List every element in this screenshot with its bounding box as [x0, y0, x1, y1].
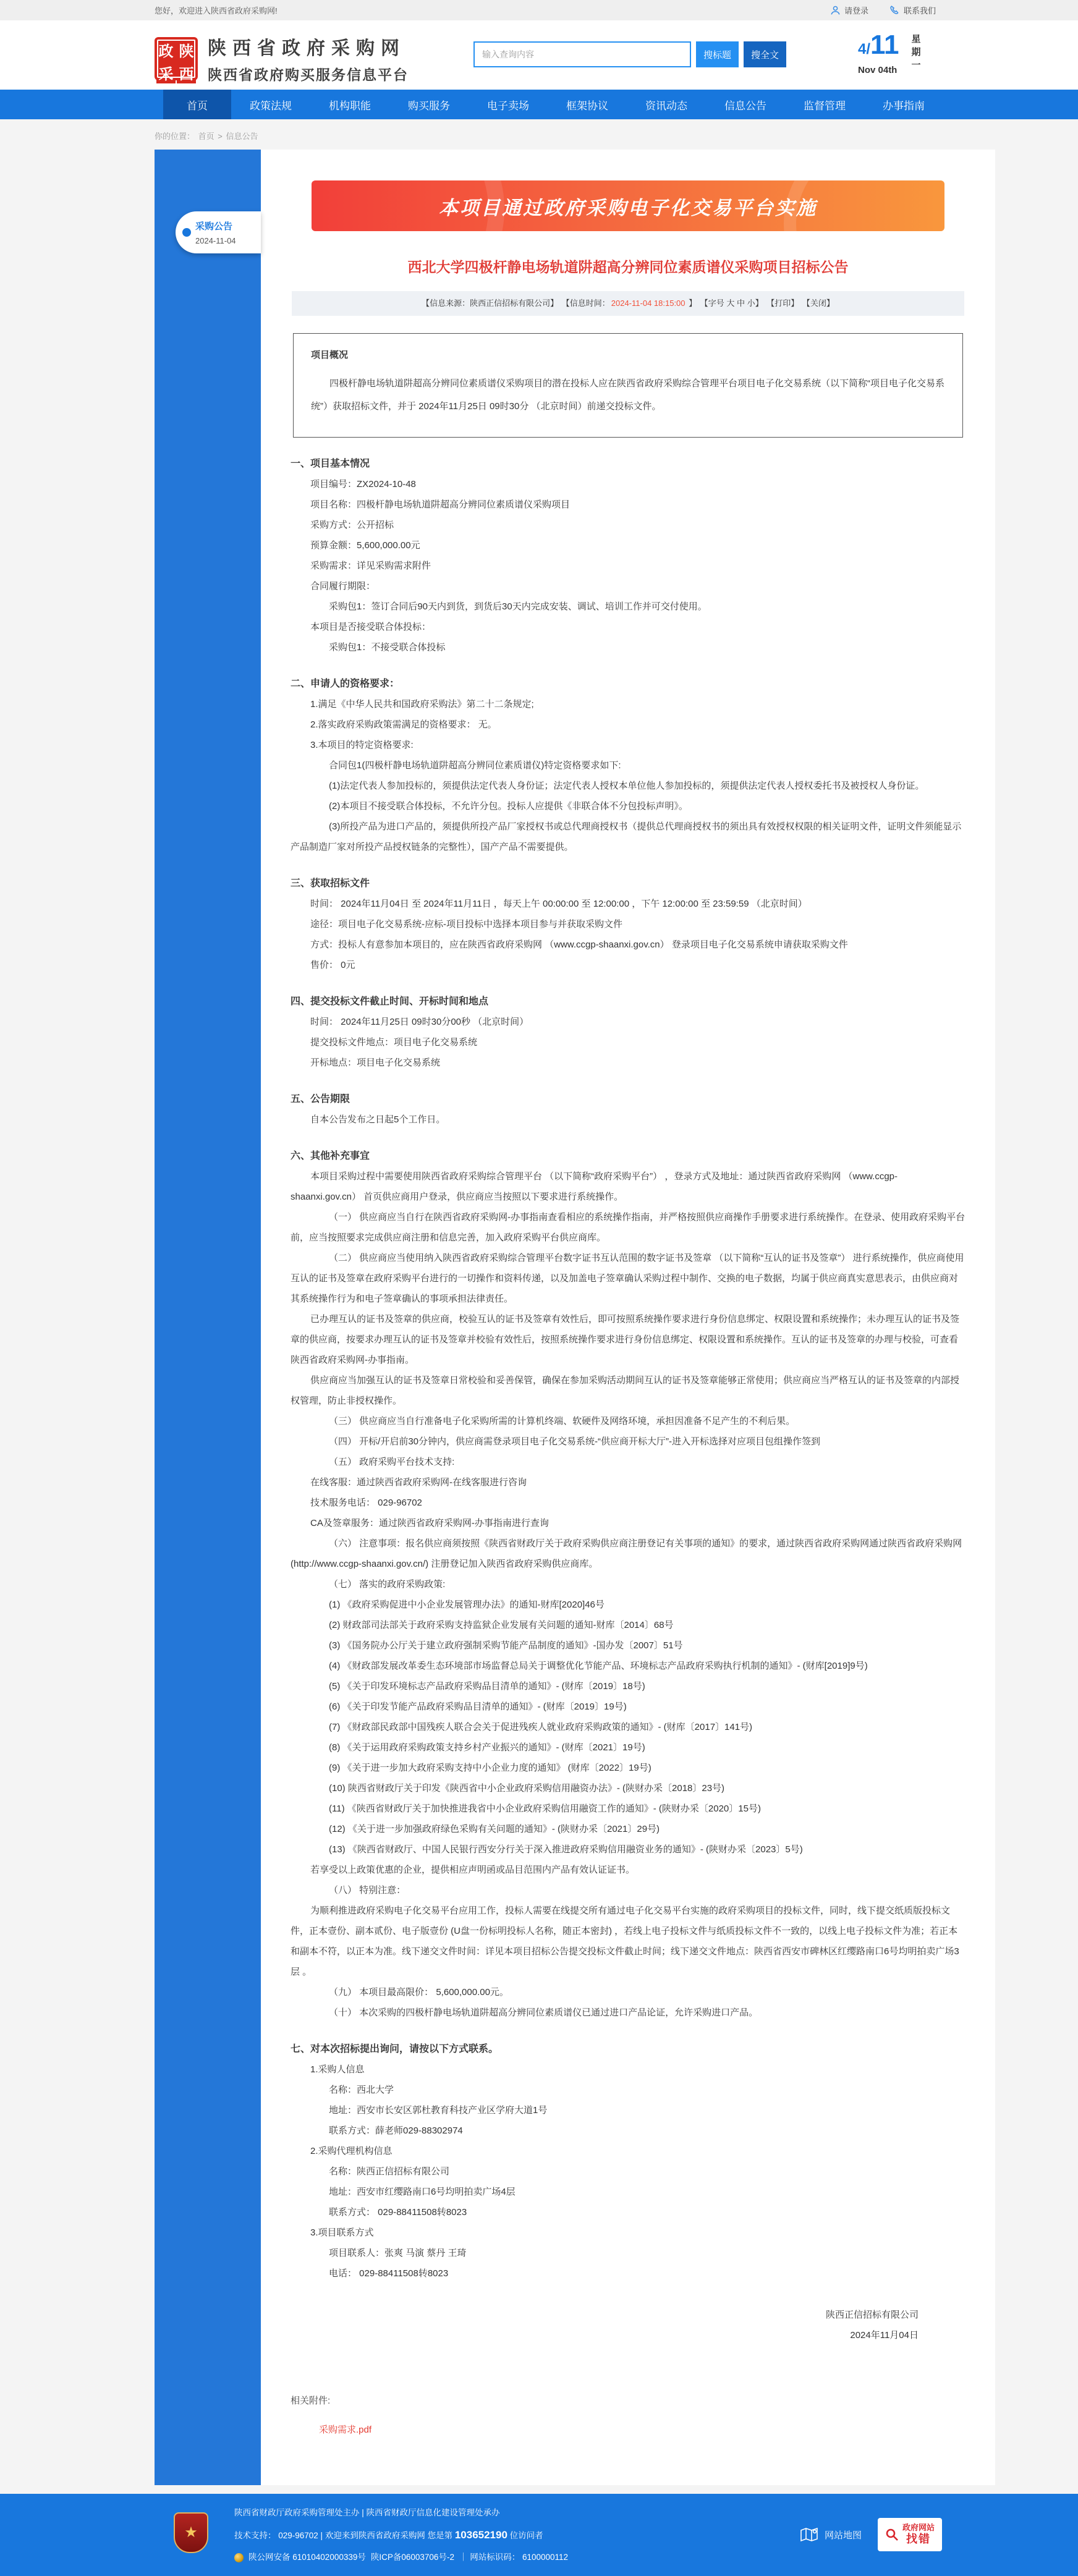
gov-site-error-report-badge[interactable]: [878, 2518, 942, 2551]
nav-item-purchase-services[interactable]: 购买服务: [389, 90, 469, 119]
section-heading: 七、对本次招标提出询问，请按以下方式联系。: [291, 2039, 966, 2059]
article-line: （四） 开标/开启前30分钟内，供应商需登录项目电子化交易系统-“供应商开标大厅”-进入开标选择对应项目包组操作签到: [291, 1431, 966, 1452]
project-overview-box: [293, 333, 963, 438]
footer-organizer-line: 陕西省财政厅政府采购管理处主办 | 陕西省财政厅信息化建设管理处承办: [234, 2507, 1078, 2519]
nav-item-framework-agreements[interactable]: 框架协议: [548, 90, 627, 119]
e-trade-platform-banner: [312, 180, 944, 231]
article-line: （八） 特别注意：: [291, 1880, 966, 1900]
article-line: 3.项目联系方式: [291, 2222, 966, 2243]
article-line: 若享受以上政策优惠的企业，提供相应声明函或品目范围内产品有效认证证书。: [291, 1860, 966, 1880]
article-line: （三） 供应商应当自行准备电子化采购所需的计算机终端、软硬件及网络环境，承担因准备不足产生的不利后果。: [291, 1411, 966, 1431]
article-line: (4) 《财政部发展改革委生态环境部市场监督总局关于调整优化节能产品、环境标志产品政府采购执行机制的通知》- (财库[2019]9号): [291, 1656, 966, 1676]
article-line: (5) 《关于印发环境标志产品政府采购品目清单的通知》- (财库〔2019〕18号): [291, 1676, 966, 1697]
error-report-line2: 找错: [902, 2533, 935, 2546]
project-overview-body: 四极杆静电场轨道阱超高分辨同位素质谱仪采购项目的潜在投标人应在陕西省政府采购综合管理平台项目电子化交易系统（以下简称“项目电子化交易系统”）获取招标文件，并于 2024年11月25日 09时30分 （北京时间）前递交投标文件。: [311, 372, 945, 418]
contact-link[interactable]: [889, 4, 936, 16]
nav-item-announcements[interactable]: 信息公告: [706, 90, 785, 119]
article-line: 供应商应当加强互认的证书及签章日常校验和妥善保管，确保在参加采购活动期间互认的证书及签章能够正常使用；供应商应当严格互认的证书及签章的内部授权管理，防止非授权操作。: [291, 1370, 966, 1411]
nav-item-policies[interactable]: 政策法规: [231, 90, 310, 119]
date-month: 4/: [858, 41, 870, 57]
article-line: （一） 供应商应当自行在陕西省政府采购网-办事指南查看相应的系统操作指南，并严格按照供应商操作手册要求进行系统操作。在登录、使用政府采购平台前，应当按照要求完成供应商注册和信息完善，加入政府采购平台供应商库。: [291, 1207, 966, 1248]
brand-text: [208, 33, 409, 84]
banner-text: 本项目通过政府采购电子化交易平台实施: [439, 192, 817, 220]
main-area: [155, 150, 995, 2485]
nav-items: [0, 90, 1078, 119]
login-link[interactable]: [830, 4, 868, 16]
article-line: 采购需求：详见采购需求附件: [291, 556, 966, 576]
article-line: (6) 《关于印发节能产品政府采购品目清单的通知》- (财库〔2019〕19号): [291, 1697, 966, 1717]
article-line: 陕西正信招标有限公司: [291, 2305, 966, 2325]
map-icon: [800, 2527, 818, 2543]
meta-time-value: 2024-11-04 18:15:00: [611, 299, 685, 308]
attachment-pdf-link[interactable]: 采购需求.pdf: [319, 2423, 371, 2436]
article-line: 2.采购代理机构信息: [291, 2141, 966, 2161]
emblem-star-icon: ★: [184, 2525, 198, 2540]
section-heading: 五、公告期限: [291, 1089, 966, 1109]
attachments-section: [291, 2394, 966, 2436]
article-line: CA及签章服务：通过陕西省政府采购网-办事指南进行查询: [291, 1513, 966, 1533]
left-rail: [155, 150, 261, 2485]
logo-char: 西: [177, 62, 196, 83]
logo-char: 陕: [177, 39, 196, 61]
article-line: 已办理互认的证书及签章的供应商，校验互认的证书及签章有效性后，即可按照系统操作要求进行身份信息绑定、权限设置和系统操作；未办理互认的证书及签章的供应商，按要求办理互认的证书及签章并校验有效性后，按照系统操作要求进行身份信息绑定、权限设置和系统操作。互认的证书及签章的办理与校验，可查看陕西省政府采购网-办事指南。: [291, 1309, 966, 1370]
article-line: 提交投标文件地点：项目电子化交易系统: [291, 1032, 966, 1053]
article-line: 技术服务电话： 029-96702: [291, 1493, 966, 1513]
section-heading: 三、获取招标文件: [291, 873, 966, 894]
psb-number-link[interactable]: 陕公网安备 61010402000339号: [248, 2552, 366, 2564]
breadcrumb-separator: >: [218, 132, 223, 141]
article-line: (11) 《陕西省财政厅关于加快推进我省中小企业政府采购信用融资工作的通知》- (陕财办采〔2020〕15号): [291, 1799, 966, 1819]
article-line: 合同履行期限：: [291, 576, 966, 596]
rail-tab-label: 采购公告: [195, 219, 257, 232]
article-line: (1)法定代表人参加投标的，须提供法定代表人身份证；法定代表人授权本单位他人参加投标的，须提供法定代表人授权委托书及被授权人身份证。: [291, 776, 966, 796]
public-security-badge-icon: [234, 2553, 244, 2562]
article-line: (3) 《国务院办公厅关于建立政府强制采购节能产品制度的通知》-国办发〔2007〕51号: [291, 1635, 966, 1656]
logo-char: 政: [156, 39, 176, 61]
article-line: (12) 《关于进一步加强政府绿色采购有关问题的通知》- (陕财办采〔2021〕29号): [291, 1819, 966, 1839]
article-line: 预算金额：5,600,000.00元: [291, 535, 966, 556]
article-line: 项目编号：ZX2024-10-48: [291, 474, 966, 494]
breadcrumb: [0, 119, 1078, 150]
article-line: 采购包1：不接受联合体投标: [291, 637, 966, 658]
search-title-button[interactable]: 搜标题: [696, 41, 739, 67]
spacer: [291, 2284, 966, 2305]
site-subtitle: 陕西省政府购买服务信息平台: [208, 64, 409, 84]
date-day: 11: [870, 30, 899, 60]
article-title: 西北大学四极杆静电场轨道阱超高分辨同位素质谱仪采购项目招标公告: [297, 256, 959, 276]
phone-icon: [889, 5, 900, 15]
magnifier-icon: [885, 2528, 899, 2541]
article-line: （二） 供应商应当使用纳入陕西省政府采购综合管理平台数字证书互认范围的数字证书及签章 （以下简称“互认的证书及签章”） 进行系统操作，供应商使用互认的证书及签章在政府采购平台进行的一切操作和资料传递，以及加盖电子签章确认采购过程中制作、交换的电子数据，均属于供应商真实意思表示，由供应商对其系统操作行为和电子签章确认的事项承担法律责任。: [291, 1248, 966, 1309]
article-line: (7) 《财政部民政部中国残疾人联合会关于促进残疾人就业政府采购政策的通知》- (财库〔2017〕141号): [291, 1717, 966, 1737]
site-logo-icon: [155, 37, 198, 80]
site-name: 陕西省政府采购网: [208, 33, 409, 60]
article-line: 售价： 0元: [291, 955, 966, 975]
nav-item-e-marketplace[interactable]: 电子卖场: [469, 90, 548, 119]
article-line: 时间： 2024年11月04日 至 2024年11月11日 ，每天上午 00:00:00 至 12:00:00 ，下午 12:00:00 至 23:59:59 （北京时间）: [291, 894, 966, 914]
article-line: (1) 《政府采购促进中小企业发展管理办法》的通知-财库[2020]46号: [291, 1595, 966, 1615]
section-heading: 六、其他补充事宜: [291, 1146, 966, 1166]
article-line: (13) 《陕西省财政厅、中国人民银行西安分行关于深入推进政府采购信用融资业务的通知》- (陕财办采〔2023〕5号): [291, 1839, 966, 1860]
footer-tech-line: [234, 2528, 1078, 2543]
topbar: [0, 0, 1078, 20]
footer-beian-line: [234, 2552, 1078, 2564]
topbar-links: [830, 4, 936, 16]
nav-item-functions[interactable]: 机构职能: [310, 90, 389, 119]
article-line: (10) 陕西省财政厅关于印发《陕西省中小企业政府采购信用融资办法》- (陕财办采〔2018〕23号): [291, 1778, 966, 1799]
login-label: 请登录: [844, 4, 868, 16]
article-line: (9) 《关于进一步加大政府采购支持中小企业力度的通知》 (财库〔2022〕19号): [291, 1758, 966, 1778]
article-line: 自本公告发布之日起5个工作日。: [291, 1109, 966, 1130]
site-brand[interactable]: [155, 33, 409, 84]
breadcrumb-prefix: 你的位置：: [155, 132, 195, 141]
close-button[interactable]: 【关闭】: [802, 299, 834, 308]
user-icon: [830, 5, 841, 15]
search-bar: [473, 41, 786, 67]
nav-item-service-guide[interactable]: 办事指南: [864, 90, 943, 119]
article-line: （五） 政府采购平台技术支持:: [291, 1452, 966, 1472]
search-fulltext-button[interactable]: 搜全文: [744, 41, 786, 67]
attachments-label: 相关附件:: [291, 2394, 966, 2407]
article-line: (8) 《关于运用政府采购政策支持乡村产业振兴的通知》- (财库〔2021〕19号): [291, 1737, 966, 1758]
date-weekday: 星期一: [909, 34, 922, 75]
article-line: 1.采购人信息: [291, 2059, 966, 2080]
site-id-code: ｜ 网站标识码： 6100000112: [459, 2552, 568, 2564]
article-line: 电话： 029-88411508转8023: [291, 2263, 966, 2284]
article-line: 名称：陕西正信招标有限公司: [291, 2161, 966, 2182]
article-line: （六） 注意事项：报名供应商须按照《陕西省财政厅关于政府采购供应商注册登记有关事项的通知》的要求，通过陕西省政府采购网通过陕西省政府采购网 (http://www.ccgp-shaanxi.gov.cn/) 注册登记加入陕西省政府采购供应商库。: [291, 1533, 966, 1574]
article-line: （九） 本项目最高限价： 5,600,000.00元。: [291, 1982, 966, 2002]
date-widget: [858, 32, 948, 75]
article-body: [291, 454, 966, 2345]
greeting-text: 您好，欢迎进入陕西省政府采购网!: [155, 4, 278, 16]
footer-tech-suffix: 位访问者: [507, 2531, 543, 2540]
footer-tech-prefix: 技术支持： 029-96702 | 欢迎来到陕西省政府采购网 您是第: [234, 2531, 455, 2540]
icp-number-link[interactable]: 陕ICP备06003706号-2: [371, 2552, 454, 2564]
meta-time-close: 】: [687, 299, 697, 308]
article-line: （七） 落实的政府采购政策:: [291, 1574, 966, 1595]
footer-right: [800, 2518, 942, 2551]
article-line: 项目联系人：张爽 马演 蔡丹 王琦: [291, 2243, 966, 2263]
print-button[interactable]: 【打印】: [766, 299, 799, 308]
article-line: 名称：西北大学: [291, 2080, 966, 2100]
project-overview-title: 项目概况: [311, 344, 945, 367]
main-nav: [0, 90, 1078, 119]
rail-tab-date: 2024-11-04: [195, 236, 257, 245]
section-heading: 一、项目基本情况: [291, 454, 966, 474]
article-line: 为顺利推进政府采购电子化交易平台应用工作，投标人需要在线提交所有通过电子化交易平台实施的政府采购项目的投标文件，同时，线下提交纸质版投标文件，正本壹份、副本贰份、电子版壹份 (U盘一份标明投标人名称，随正本密封) ，若线上电子投标文件与纸质投标文件不一致的，以线上电子投标文件为准；若正本和副本不符，以正本为准。线下递交文件时间：详见本项目招标公告提交投标文件截止时间；线下递交文件地点：陕西省西安市碑林区红缨路南口6号均明拍卖广场3层 。: [291, 1900, 966, 1982]
article-line: 地址：西安市红缨路南口6号均明拍卖广场4层: [291, 2182, 966, 2202]
article-line: 1.满足《中华人民共和国政府采购法》第二十二条规定;: [291, 694, 966, 714]
rail-tab-procurement-announcement[interactable]: [176, 211, 261, 253]
section-heading: 二、申请人的资格要求：: [291, 674, 966, 694]
article-line: 途径：项目电子化交易系统-应标-项目投标中选择本项目参与并获取采购文件: [291, 914, 966, 934]
article-line: 方式：投标人有意参加本项目的，应在陕西省政府采购网 （www.ccgp-shaanxi.gov.cn） 登录项目电子化交易系统申请获取采购文件: [291, 934, 966, 955]
article-line: 本项目是否接受联合体投标：: [291, 617, 966, 637]
article-line: 2.落实政府采购政策需满足的资格要求： 无。: [291, 714, 966, 735]
article-line: （十） 本次采购的四极杆静电场轨道阱超高分辨同位素质谱仪已通过进口产品论证，允许采购进口产品。: [291, 2002, 966, 2023]
article-line: 联系方式： 029-88411508转8023: [291, 2202, 966, 2222]
article-line: 时间： 2024年11月25日 09时30分00秒 （北京时间）: [291, 1012, 966, 1032]
article-line: 2024年11月04日: [291, 2325, 966, 2345]
article-line: 采购包1：签订合同后90天内到货，到货后30天内完成安装、调试、培训工作并可交付使用。: [291, 596, 966, 617]
date-number: [858, 32, 899, 59]
site-footer: [0, 2494, 1078, 2576]
article-line: 采购方式：公开招标: [291, 515, 966, 535]
article-line: 合同包1(四极杆静电场轨道阱超高分辨同位素质谱仪)特定资格要求如下:: [291, 755, 966, 776]
nav-item-supervision[interactable]: 监督管理: [785, 90, 864, 119]
contact-label: 联系我们: [904, 4, 936, 16]
article-line: 本项目采购过程中需要使用陕西省政府采购综合管理平台 （以下简称“政府采购平台”） ，登录方式及地址：通过陕西省政府采购网 （www.ccgp-shaanxi.gov.cn） 首页供应商用户登录，供应商应当按照以下要求进行系统操作。: [291, 1166, 966, 1207]
article-line: 在线客服：通过陕西省政府采购网-在线客服进行咨询: [291, 1472, 966, 1493]
nav-item-home[interactable]: 首页: [163, 90, 231, 119]
visitor-count: 103652190: [455, 2529, 507, 2541]
nav-item-news[interactable]: 资讯动态: [627, 90, 706, 119]
section-heading: 四、提交投标文件截止时间、开标时间和地点: [291, 991, 966, 1012]
article-line: (2)本项目不接受联合体投标，不允许分包。投标人应提供《非联合体不分包投标声明》。: [291, 796, 966, 816]
gov-emblem-icon: [174, 2512, 208, 2553]
breadcrumb-home-link[interactable]: 首页: [198, 132, 214, 141]
font-size-control[interactable]: 【字号 大 中 小】: [700, 299, 763, 308]
article-line: 联系方式：薛老师029-88302974: [291, 2121, 966, 2141]
search-input[interactable]: [473, 41, 691, 67]
bullet-dot-icon: [182, 228, 191, 237]
article-line: 开标地点：项目电子化交易系统: [291, 1053, 966, 1073]
article-card: [261, 150, 995, 2485]
date-english: Nov 04th: [858, 65, 899, 75]
article-line: (3)所投产品为进口产品的，须提供所投产品厂家授权书或总代理商授权书（提供总代理商授权书的须出具有效授权权限的相关证明文件，证明文件须能显示产品制造厂家对所投产品授权链条的完整性），国产产品不需要提供。: [291, 816, 966, 857]
article-line: (2) 财政部司法部关于政府采购支持监狱企业发展有关问题的通知-财库〔2014〕68号: [291, 1615, 966, 1635]
meta-source: 【信息来源：陕西正信招标有限公司】: [422, 299, 558, 308]
error-report-line1: 政府网站: [902, 2523, 935, 2533]
article-line: 地址：西安市长安区郭杜教育科技产业区学府大道1号: [291, 2100, 966, 2121]
sitemap-label: 网站地图: [825, 2528, 862, 2541]
site-header: [0, 20, 1078, 90]
logo-char: 采: [156, 62, 176, 83]
meta-time-label: 【信息时间：: [562, 299, 610, 308]
sitemap-link[interactable]: [800, 2527, 862, 2543]
article-line: 3.本项目的特定资格要求:: [291, 735, 966, 755]
article-line: 项目名称：四极杆静电场轨道阱超高分辨同位素质谱仪采购项目: [291, 494, 966, 515]
breadcrumb-current-link[interactable]: 信息公告: [226, 132, 258, 141]
footer-lines: [234, 2507, 1078, 2564]
error-report-text: [902, 2523, 935, 2546]
article-meta-bar: [292, 291, 964, 316]
